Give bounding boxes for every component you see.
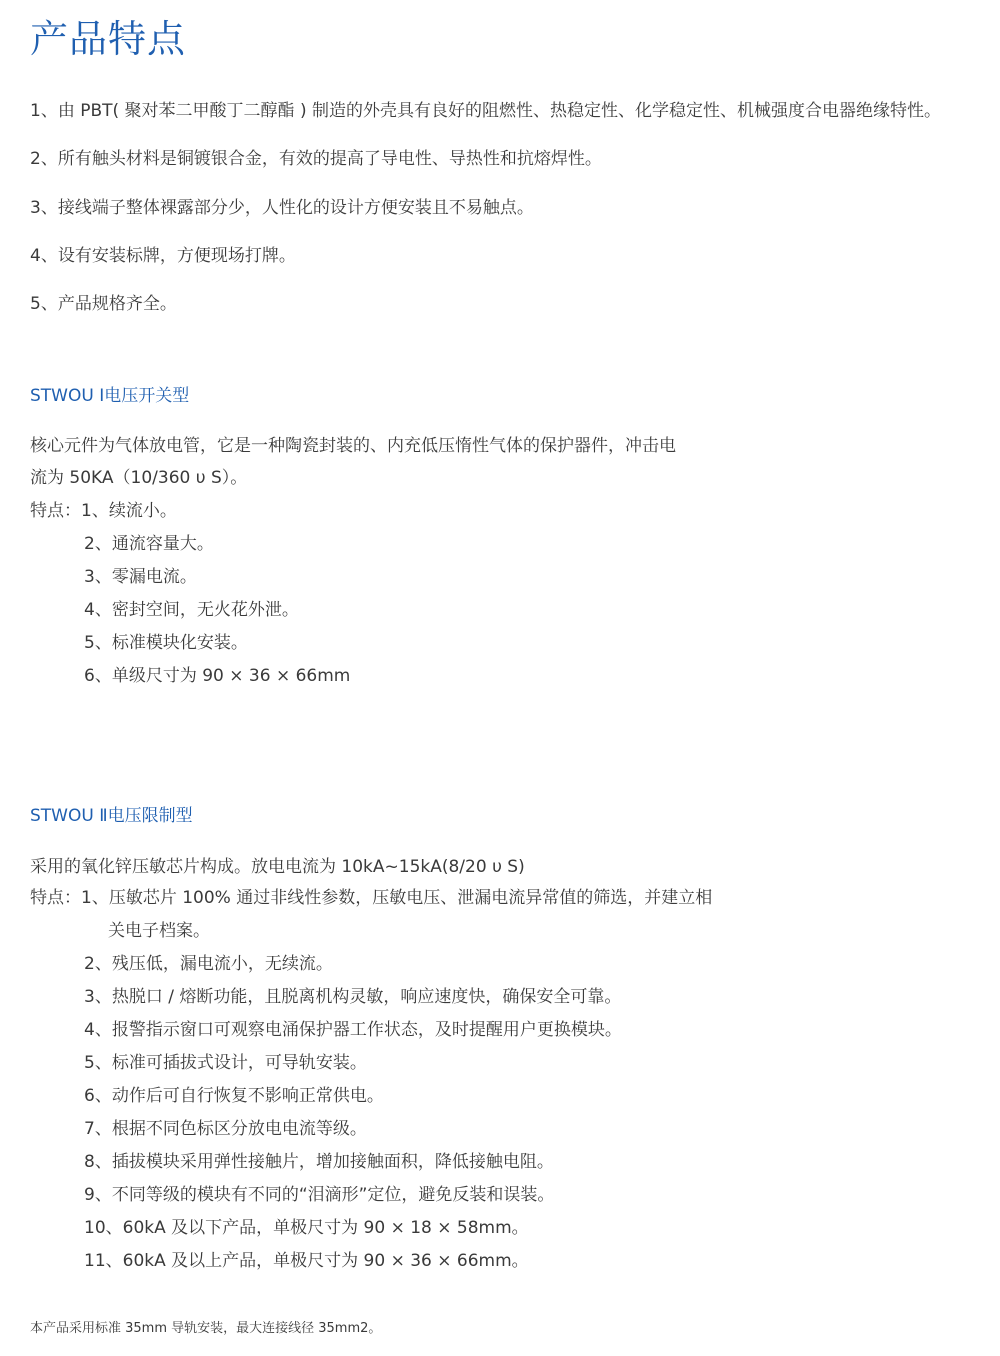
feature-item: 2、所有触头材料是铜镀银合金，有效的提高了导电性、导热性和抗熔焊性。	[30, 149, 602, 169]
feature-item: 4、设有安装标牌，方便现场打牌。	[30, 246, 296, 266]
type2-point: 2、残压低，漏电流小，无续流。	[84, 954, 333, 974]
type2-point-continued: 关电子档案。	[108, 921, 210, 941]
type2-point: 3、热脱口 / 熔断功能，且脱离机构灵敏，响应速度快，确保安全可靠。	[84, 987, 622, 1007]
type2-point: 9、不同等级的模块有不同的“泪滴形”定位，避免反装和误装。	[84, 1185, 555, 1205]
type1-point: 特点：1、续流小。	[30, 501, 177, 521]
type1-point: 3、零漏电流。	[84, 567, 197, 587]
page-title: 产品特点	[30, 17, 187, 61]
type1-point: 6、单级尺寸为 90 × 36 × 66mm	[84, 666, 351, 686]
type1-point: 2、通流容量大。	[84, 534, 214, 554]
type2-point: 4、报警指示窗口可观察电涌保护器工作状态，及时提醒用户更换模块。	[84, 1020, 622, 1040]
feature-item: 1、由 PBT( 聚对苯二甲酸丁二醇酯 ) 制造的外壳具有良好的阻燃性、热稳定性、化学稳定性、机械强度合电器绝缘特性。	[30, 101, 941, 121]
footnote: 本产品采用标准 35mm 导轨安装，最大连接线径 35mm2。	[30, 1321, 382, 1336]
type2-point: 特点：1、压敏芯片 100% 通过非线性参数，压敏电压、泄漏电流异常值的筛选，并建立相	[30, 888, 713, 908]
type1-point: 5、标准模块化安装。	[84, 633, 248, 653]
type1-desc-line: 核心元件为气体放电管，它是一种陶瓷封装的、内充低压惰性气体的保护器件，冲击电	[30, 436, 676, 456]
type2-point: 7、根据不同色标区分放电电流等级。	[84, 1119, 367, 1139]
section-title-type1: STWOU Ⅰ电压开关型	[30, 386, 190, 406]
feature-item: 3、接线端子整体裸露部分少，人性化的设计方便安装且不易触点。	[30, 198, 534, 218]
type1-point: 4、密封空间，无火花外泄。	[84, 600, 299, 620]
type1-desc-line: 流为 50KA（10/360 υ S）。	[30, 468, 248, 488]
section-title-type2: STWOU Ⅱ电压限制型	[30, 806, 193, 826]
type2-point: 11、60kA 及以上产品，单极尺寸为 90 × 36 × 66mm。	[84, 1251, 529, 1271]
type2-desc: 采用的氧化锌压敏芯片构成。放电电流为 10kA~15kA(8/20 υ S)	[30, 857, 525, 877]
feature-item: 5、产品规格齐全。	[30, 294, 177, 314]
type2-point: 6、动作后可自行恢复不影响正常供电。	[84, 1086, 384, 1106]
type2-point: 5、标准可插拔式设计，可导轨安装。	[84, 1053, 367, 1073]
type2-point: 8、插拔模块采用弹性接触片，增加接触面积，降低接触电阻。	[84, 1152, 554, 1172]
type2-point: 10、60kA 及以下产品，单极尺寸为 90 × 18 × 58mm。	[84, 1218, 529, 1238]
